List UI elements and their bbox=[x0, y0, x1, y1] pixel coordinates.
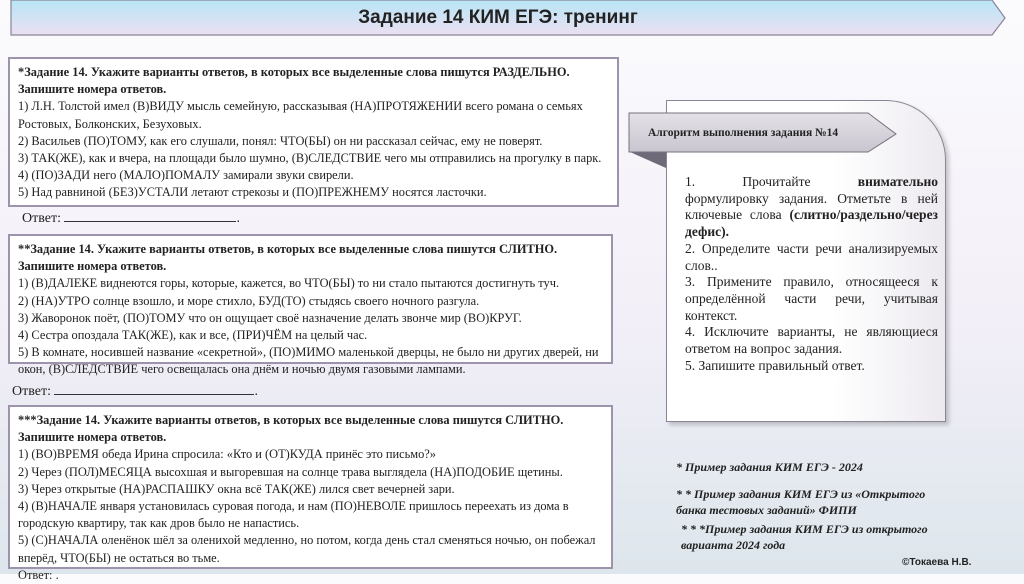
task-3-item: 3) Через открытые (НА)РАСПАШКУ окна всё ТАК(ЖЕ) лился свет вечерней зари. bbox=[18, 481, 455, 496]
task-1-header: *Задание 14. Укажите варианты ответов, в которых все выделенные слова пишутся РАЗДЕЛЬНО. Запишите номера ответов. bbox=[18, 65, 570, 97]
step-1 bbox=[685, 174, 938, 241]
task-2-item: 4) Сестра опоздала ТАК(ЖЕ), как и все, (ПРИ)ЧЁМ на целый час. bbox=[18, 328, 368, 343]
step-4: 4. Исключите варианты, не являющиеся ответом на вопрос задания. bbox=[685, 324, 938, 357]
task-1-item: 3) ТАК(ЖЕ), как и вчера, на площади было шумно, (В)СЛЕДСТВИЕ чего мы отправились на прогулку в парк. bbox=[18, 151, 602, 166]
step-5: 5. Запишите правильный ответ. bbox=[685, 357, 865, 373]
footnote-3: * * *Пример задания КИМ ЕГЭ из открытого варианта 2024 года bbox=[681, 522, 928, 552]
task-1-item: 5) Над равниной (БЕЗ)УСТАЛИ летают стрекозы и (ПО)ПРЕЖНЕМУ носятся ласточки. bbox=[18, 185, 487, 200]
task-3-item: 4) (В)НАЧАЛЕ января установилась суровая погода, и нам (ПО)НЕВОЛЕ пришлось переехать из дома в городскую квартиру, так как дров было не напастись. bbox=[18, 499, 569, 531]
copyright: ©Токаева Н.В. bbox=[902, 557, 972, 568]
step-1-emphasis: внимательно bbox=[857, 174, 938, 189]
task-1-answer bbox=[22, 211, 240, 227]
answer-label: Ответ: bbox=[22, 211, 61, 226]
step-1-text: 1. Прочитайте bbox=[685, 174, 858, 189]
footnote-2: * * Пример задания КИМ ЕГЭ из «Открытого банка тестовых заданий» ФИПИ bbox=[676, 487, 926, 517]
task-3-item: 2) Через (ПОЛ)МЕСЯЦА высохшая и выгоревшая на солнце трава выглядела (НА)ПОДОБИЕ щетины. bbox=[18, 464, 563, 479]
step-3: 3. Примените правило, относящееся к определённой части речи, учитывая контекст. bbox=[685, 274, 938, 323]
answer-period: . bbox=[55, 567, 59, 582]
task-2-item: 2) (НА)УТРО солнце взошло, и море стихло, БУД(ТО) стыдясь своего ночного разгула. bbox=[18, 293, 480, 308]
task-2-item: 5) В комнате, носившей название «секретной», (ПО)МИМО маленькой дверцы, не было ни других дверей, ни окон, (В)СЛЕДСТВИЕ чего освещалась она днём и ночью двумя газовыми лампами. bbox=[18, 345, 599, 377]
answer-label: Ответ: bbox=[12, 384, 51, 399]
step-1-text-cont: формулировку задания. Отметьте в ней ключевые слова bbox=[685, 190, 938, 223]
answer-line bbox=[54, 394, 254, 395]
answer-label: Ответ: bbox=[18, 567, 53, 582]
task-2-answer bbox=[12, 384, 258, 400]
task-3-item: 5) (С)НАЧАЛА оленёнок шёл за оленихой медленно, но потом, когда день стал сменяться ночью, он побежал вперёд, ЧТО(БЫ) не остаться во тьме. bbox=[18, 533, 596, 565]
task-1-item: 1) Л.Н. Толстой имел (В)ВИДУ мысль семейную, рассказывая (НА)ПРОТЯЖЕНИИ всего романа о семьях Ростовых, Болконских, Безуховых. bbox=[18, 99, 583, 131]
task-2-header: **Задание 14. Укажите варианты ответов, в которых все выделенные слова пишутся СЛИТНО. Запишите номера ответов. bbox=[18, 242, 558, 274]
footnote-1: * Пример задания КИМ ЕГЭ - 2024 bbox=[676, 460, 863, 474]
answer-period: . bbox=[236, 211, 240, 226]
answer-period: . bbox=[254, 384, 258, 399]
task-1-item: 2) Васильев (ПО)ТОМУ, как его слушали, понял: ЧТО(БЫ) он ни рассказал сейчас, ему не поверят. bbox=[18, 133, 543, 148]
task-2-box bbox=[8, 234, 613, 377]
task-1-box bbox=[8, 57, 619, 207]
step-2: 2. Определите части речи анализируемых слов.. bbox=[685, 240, 938, 273]
step-1-keywords: (слитно/раздельно/через дефис). bbox=[685, 207, 938, 240]
answer-line bbox=[64, 221, 236, 222]
task-3-box bbox=[8, 405, 613, 582]
slide-title: Задание 14 КИМ ЕГЭ: тренинг bbox=[358, 7, 638, 28]
task-1-item: 4) (ПО)ЗАДИ него (МАЛО)ПОМАЛУ замирали звуки свирели. bbox=[18, 168, 354, 183]
slide-title-banner bbox=[10, 0, 1006, 36]
algorithm-label-banner bbox=[628, 112, 898, 168]
task-3-answer bbox=[18, 567, 605, 584]
task-2-item: 1) (В)ДАЛЕКЕ виднеются горы, которые, кажется, во ЧТО(БЫ) то ни стало пытаются достигнуть туч. bbox=[18, 276, 560, 291]
task-3-item: 1) (ВО)ВРЕМЯ обеда Ирина спросила: «Кто и (ОТ)КУДА принёс это письмо?» bbox=[18, 447, 437, 462]
task-2-item: 3) Жаворонок поёт, (ПО)ТОМУ что он ощущает своё назначение делать звонче мир (ВО)КРУГ. bbox=[18, 310, 522, 325]
task-3-header: ***Задание 14. Укажите варианты ответов, в которых все выделенные слова пишутся СЛИТНО. Запишите номера ответов. bbox=[18, 413, 564, 445]
algorithm-title: Алгоритм выполнения задания №14 bbox=[648, 127, 839, 139]
